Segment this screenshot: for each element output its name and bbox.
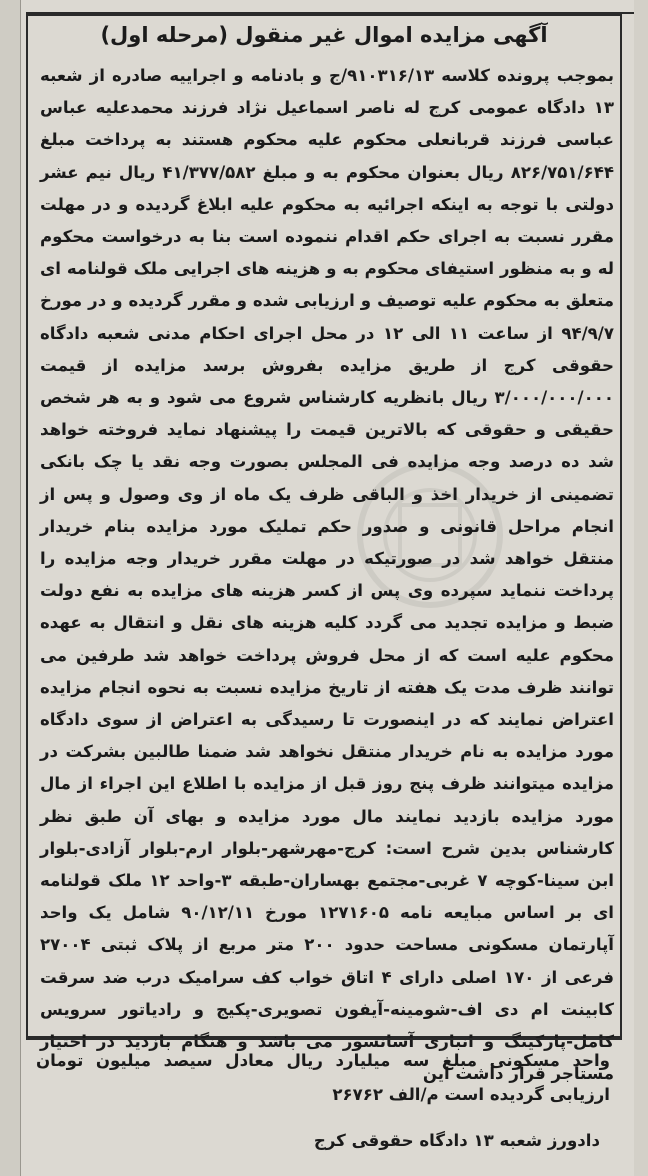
notice-title: آگهی مزایده اموال غیر منقول (مرحله اول) bbox=[100, 23, 548, 47]
signature-line: دادورز شعبه ۱۳ دادگاه حقوقی کرج bbox=[313, 1131, 600, 1150]
appraisal-statement: واحد مسکونی مبلغ سه میلیارد ریال معادل سیصد میلیون تومان ارزیابی گردیده است م/الف ۲۶۷۶۲ bbox=[36, 1051, 610, 1104]
top-rule bbox=[26, 0, 634, 14]
page-edge bbox=[634, 0, 648, 1176]
section-divider bbox=[26, 1038, 622, 1040]
notice-body bbox=[40, 60, 614, 1091]
notice-body-paragraph: بموجب پرونده کلاسه ۹۱۰۳۱۶/۱۳/ج و بادنامه و اجراییه صادره از شعبه ۱۳ دادگاه عمومی کرج له ناصر اسماعیل نژاد فرزند محمدعلیه عباس عباسی فرزند قربانعلی محکوم علیه محکوم هستند به پرداخت مبلغ ۸۲۶/۷۵۱/۶۴۴ ریال بعنوان محکوم به و مبلغ ۴۱/۳۷۷/۵۸۲ ریال نیم عشر دولتی با توجه به اینکه اجرائیه به محکوم علیه ابلاغ گردیده و در مهلت مقرر نسبت به اجرای حکم اقدام ننموده است بنا به درخواست محکوم له و به منظور استیفای محکوم به و هزینه های اجرایی ملک قولنامه ای متعلق به محکوم علیه توصیف و ارزیابی شده و مقرر گردیده و در مورخ ۹۴/۹/۷ از ساعت ۱۱ الی ۱۲ در محل اجرای احکام مدنی شعبه دادگاه حقوقی کرج از طریق مزایده بفروش برسد مزایده از قیمت ۳/۰۰۰/۰۰۰/۰۰۰ ریال بانظریه کارشناس شروع می شود و به هر شخص حقیقی و حقوقی که بالاترین قیمت را پیشنهاد نماید فروخته خواهد شد ده درصد وجه مزایده فی المجلس بصورت وجه نقد یا چک بانکی تضمینی از خریدار اخذ و الباقی ظرف یک ماه از وی وصول و پس از انجام مراحل قانونی و صدور حکم تملیک مورد مزایده بنام خریدار منتقل خواهد شد در صورتیکه در مهلت مقرر خریدار وجه مزایده را پرداخت ننماید سپرده وی پس از کسر هزینه های مزایده به نفع دولت ضبط و مزایده تجدید می گردد کلیه هزینه های نقل و انتقال به عهده محکوم علیه است که از محل فروش پرداخت خواهد شد طرفین می توانند ظرف مدت یک هفته از تاریخ مزایده نسبت به نحوه انجام مزایده اعتراض نمایند که در اینصورت تا رسیدگی به اعتراض از سوی دادگاه مورد مزایده به نام خریدار منتقل نخواهد شد ضمنا طالبین بشرکت در مزایده میتوانند ظرف پنج روز قبل از مزایده با اطلاع این اجراء از مال مورد مزایده بازدید نمایند مال مورد مزایده و بهای آن طبق نظر کارشناس بدین شرح است: کرج-مهرشهر-بلوار ارم-بلوار آزادی-بلوار ابن سینا-کوچه ۷ غربی-مجتمع بهساران-طبقه ۳-واحد ۱۲ ملک قولنامه ای بر اساس مبایعه نامه ۱۲۷۱۶۰۵ مورخ ۹۰/۱۲/۱۱ شامل یک واحد آپارتمان مسکونی مساحت حدود ۲۰۰ متر مربع از پلاک ثبتی ۲۷۰۰۴ فرعی از ۱۷۰ اصلی دارای ۴ اتاق خواب کف سرامیک درب ضد سرقت کابینت ام دی اف-شومینه-آیفون تصویری-پکیج و رادیاتور سرویس کامل-پارکینگ و انباری آسانسور می باشد و هنگام بازدید در اختیار مستاجر قرار داشت این bbox=[40, 66, 614, 1084]
notice-footer bbox=[36, 1044, 610, 1112]
adjacent-column-edge bbox=[0, 0, 21, 1176]
